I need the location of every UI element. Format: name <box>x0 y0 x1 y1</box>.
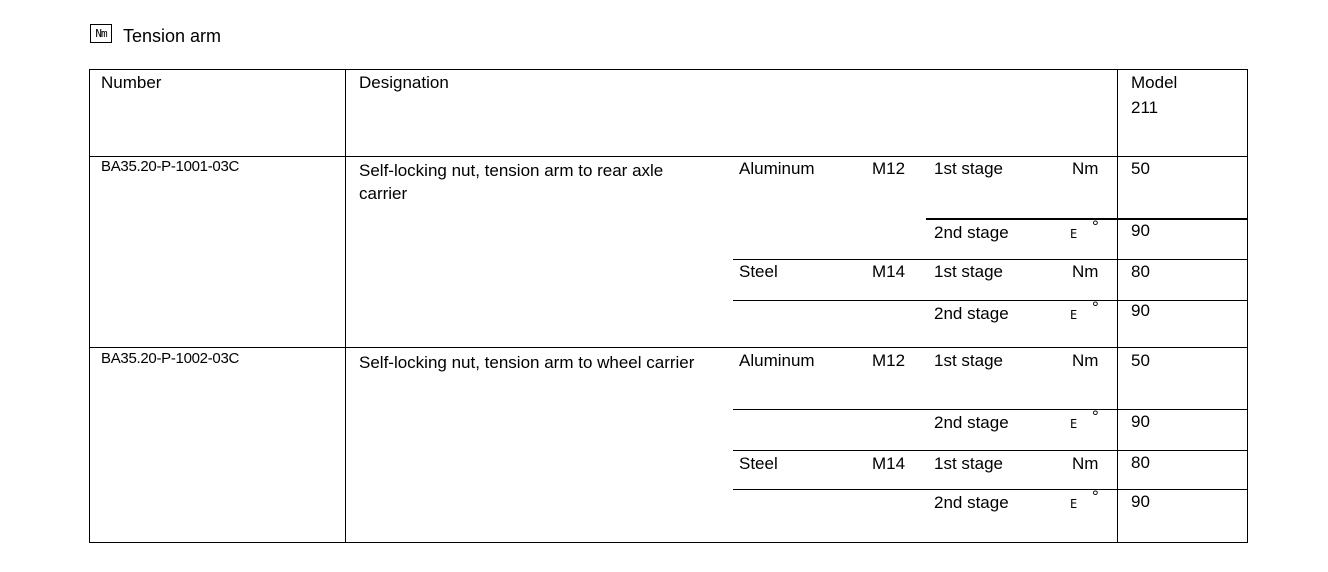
part-number: BA35.20-P-1001-03C <box>101 158 240 175</box>
column-divider-number <box>345 69 346 543</box>
stage: 2nd stage <box>934 493 1009 512</box>
material: Aluminum <box>739 159 815 178</box>
material: Steel <box>739 454 778 473</box>
part-number: BA35.20-P-1002-03C <box>101 350 240 367</box>
column-header-model: Model <box>1131 73 1178 92</box>
angle-tag: E <box>1070 497 1078 511</box>
unit: Nm <box>1072 351 1099 370</box>
row1-stage-separator <box>926 218 1248 220</box>
designation: Self-locking nut, tension arm to wheel carrier <box>359 353 695 372</box>
material: Steel <box>739 262 778 281</box>
angle-tag: E <box>1070 227 1078 241</box>
row1-stage-separator-2 <box>733 300 1248 301</box>
thread-size: M12 <box>872 159 906 178</box>
column-header-model-number: 211 <box>1131 98 1159 117</box>
column-header-designation: Designation <box>359 73 449 92</box>
torque-value: 90 <box>1131 412 1150 431</box>
unit: Nm <box>1072 262 1099 281</box>
header-separator <box>89 156 1248 157</box>
stage: 1st stage <box>934 351 1003 370</box>
column-divider-model <box>1117 69 1118 543</box>
torque-value: 90 <box>1131 492 1150 511</box>
table-border-left <box>89 69 90 543</box>
unit: Nm <box>1072 159 1099 178</box>
torque-value: 90 <box>1131 301 1150 320</box>
table-border-top <box>89 69 1248 70</box>
unit: Nm <box>1072 454 1099 473</box>
column-header-number: Number <box>101 73 162 92</box>
designation: Self-locking nut, tension arm to rear axle carrier <box>359 161 664 203</box>
angle-tag: E <box>1070 417 1078 431</box>
stage: 1st stage <box>934 159 1003 178</box>
row2-stage-separator <box>733 409 1248 410</box>
stage: 1st stage <box>934 262 1003 281</box>
degree-unit: ° <box>1092 407 1099 426</box>
degree-unit: ° <box>1092 217 1099 236</box>
torque-value: 50 <box>1131 159 1150 178</box>
row2-material-separator <box>733 450 1248 451</box>
torque-value: 50 <box>1131 351 1150 370</box>
stage: 2nd stage <box>934 223 1009 242</box>
material: Aluminum <box>739 351 815 370</box>
table-border-bottom <box>89 542 1248 543</box>
thread-size: M12 <box>872 351 906 370</box>
degree-unit: ° <box>1092 487 1099 506</box>
thread-size: M14 <box>872 262 906 281</box>
torque-value: 80 <box>1131 262 1150 281</box>
section-title: Tension arm <box>123 26 222 46</box>
table-border-right <box>1247 69 1248 543</box>
stage: 1st stage <box>934 454 1003 473</box>
angle-tag: E <box>1070 308 1078 322</box>
row-separator <box>89 347 1248 348</box>
stage: 2nd stage <box>934 304 1009 323</box>
nm-torque-icon: Nm <box>90 24 112 43</box>
torque-value: 90 <box>1131 221 1150 240</box>
row2-stage-separator-2 <box>733 489 1248 490</box>
stage: 2nd stage <box>934 413 1009 432</box>
torque-value: 80 <box>1131 453 1150 472</box>
thread-size: M14 <box>872 454 906 473</box>
degree-unit: ° <box>1092 298 1099 317</box>
row1-material-separator <box>733 259 1248 260</box>
